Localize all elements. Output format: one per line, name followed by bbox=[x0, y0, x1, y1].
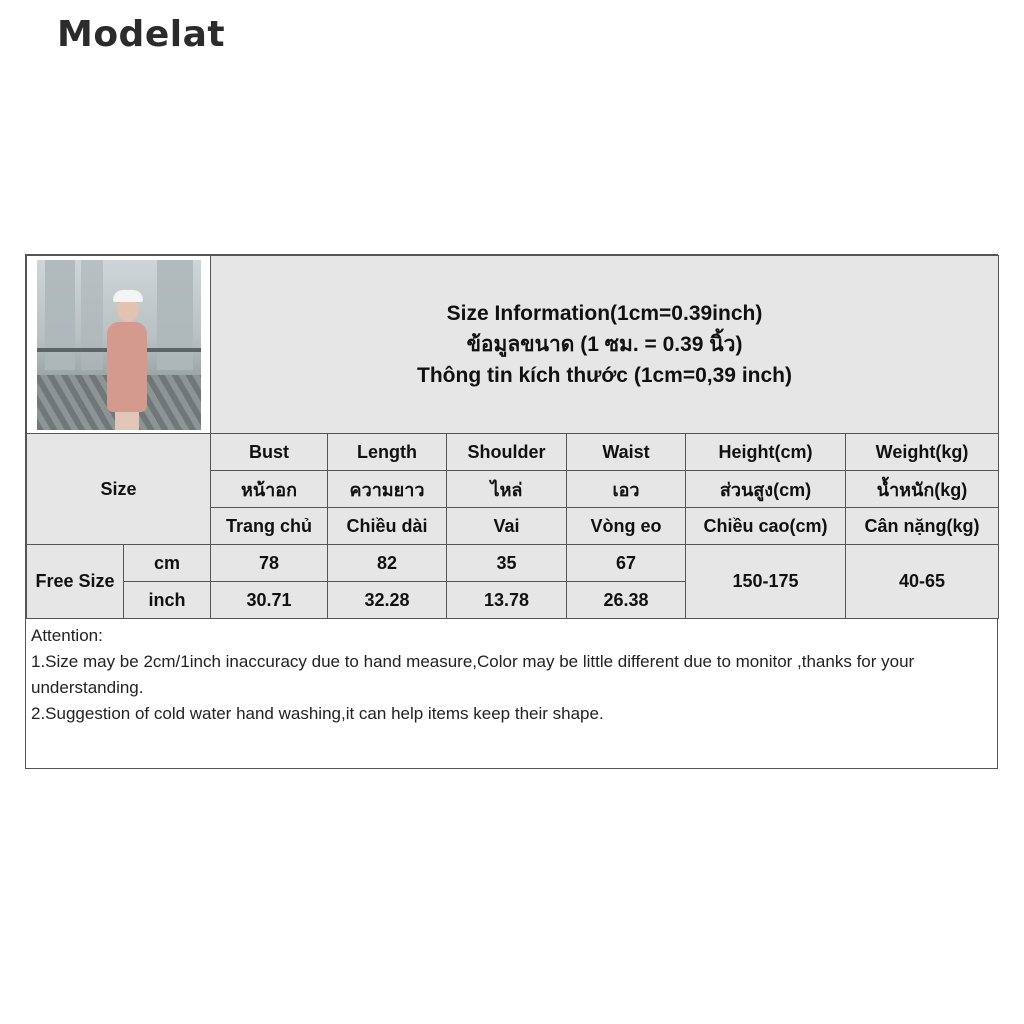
col-header-length-th: ความยาว bbox=[328, 471, 447, 508]
col-header-bust-vi: Trang chủ bbox=[211, 508, 328, 545]
value-height: 150-175 bbox=[686, 545, 846, 619]
attention-title: Attention: bbox=[31, 626, 103, 645]
size-table bbox=[26, 255, 999, 619]
col-header-shoulder-en: Shoulder bbox=[447, 434, 567, 471]
value-shoulder-inch: 13.78 bbox=[447, 582, 567, 619]
value-bust-inch: 30.71 bbox=[211, 582, 328, 619]
attention-line-1: 1.Size may be 2cm/1inch inaccuracy due to hand measure,Color may be little different due to monitor ,thanks for your understanding. bbox=[31, 652, 915, 697]
size-info-th: ข้อมูลขนาด (1 ซม. = 0.39 นิ้ว) bbox=[466, 333, 743, 356]
row-label-free-size: Free Size bbox=[27, 545, 124, 619]
value-shoulder-cm: 35 bbox=[447, 545, 567, 582]
value-length-cm: 82 bbox=[328, 545, 447, 582]
brand-logo: Modelat bbox=[57, 14, 226, 55]
unit-label-cm: cm bbox=[124, 545, 211, 582]
size-chart bbox=[25, 254, 998, 769]
value-waist-inch: 26.38 bbox=[567, 582, 686, 619]
size-label: Size bbox=[27, 434, 211, 545]
col-header-height-en: Height(cm) bbox=[686, 434, 846, 471]
value-bust-cm: 78 bbox=[211, 545, 328, 582]
unit-label-inch: inch bbox=[124, 582, 211, 619]
product-photo-cell bbox=[27, 256, 211, 434]
col-header-weight-th: น้ำหนัก(kg) bbox=[846, 471, 999, 508]
col-header-weight-vi: Cân nặng(kg) bbox=[846, 508, 999, 545]
col-header-bust-th: หน้าอก bbox=[211, 471, 328, 508]
product-photo bbox=[37, 260, 201, 430]
col-header-shoulder-th: ไหล่ bbox=[447, 471, 567, 508]
col-header-height-th: ส่วนสูง(cm) bbox=[686, 471, 846, 508]
size-info-header bbox=[211, 256, 999, 434]
col-header-waist-th: เอว bbox=[567, 471, 686, 508]
value-waist-cm: 67 bbox=[567, 545, 686, 582]
col-header-bust-en: Bust bbox=[211, 434, 328, 471]
col-header-height-vi: Chiều cao(cm) bbox=[686, 508, 846, 545]
value-length-inch: 32.28 bbox=[328, 582, 447, 619]
attention-line-2: 2.Suggestion of cold water hand washing,it can help items keep their shape. bbox=[31, 704, 604, 723]
col-header-waist-en: Waist bbox=[567, 434, 686, 471]
col-header-waist-vi: Vòng eo bbox=[567, 508, 686, 545]
size-info-en: Size Information(1cm=0.39inch) bbox=[446, 302, 763, 325]
col-header-weight-en: Weight(kg) bbox=[846, 434, 999, 471]
size-info-vi: Thông tin kích thước (1cm=0,39 inch) bbox=[417, 364, 792, 387]
col-header-shoulder-vi: Vai bbox=[447, 508, 567, 545]
col-header-length-vi: Chiều dài bbox=[328, 508, 447, 545]
col-header-length-en: Length bbox=[328, 434, 447, 471]
attention-notes bbox=[31, 623, 991, 727]
value-weight: 40-65 bbox=[846, 545, 999, 619]
